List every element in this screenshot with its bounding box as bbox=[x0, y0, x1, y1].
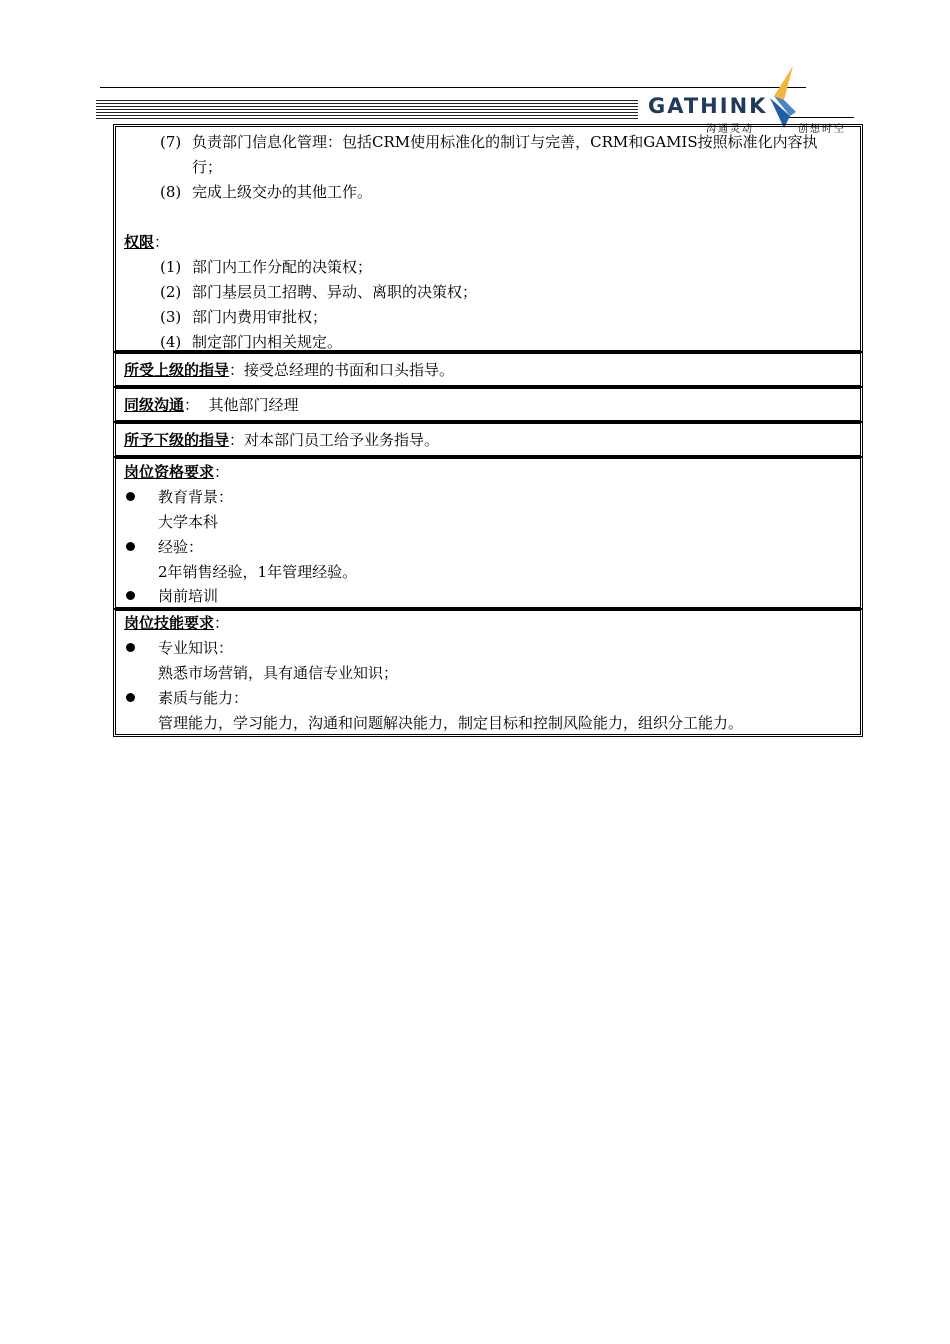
authority-heading-colon: ： bbox=[154, 233, 170, 251]
peer-communication bbox=[124, 395, 299, 415]
authority-item-1-text: 部门内工作分配的决策权； bbox=[192, 258, 373, 276]
knowledge-label: 专业知识： bbox=[158, 639, 234, 657]
authority-item-3-number: (3) bbox=[160, 308, 182, 326]
duty-item-7-text: 负责部门信息化管理：包括CRM使用标准化的制订与完善，CRM和GAMIS按照标准化内容执 bbox=[192, 133, 818, 151]
superior-guidance-text: ：接受总经理的书面和口头指导。 bbox=[229, 361, 455, 379]
duties-authority-section bbox=[113, 124, 863, 353]
subordinate-guidance-label: 所予下级的指导 bbox=[124, 431, 230, 449]
header-stripes bbox=[96, 100, 638, 120]
qualification-section bbox=[113, 456, 863, 610]
skills-section bbox=[113, 608, 863, 737]
skills-heading-label: 岗位技能要求 bbox=[124, 614, 215, 632]
authority-item-4-number: (4) bbox=[160, 333, 182, 351]
superior-guidance bbox=[124, 360, 454, 380]
training-label: 岗前培训 bbox=[158, 587, 219, 605]
duty-item-8-number: (8) bbox=[160, 183, 182, 201]
authority-item-2-text: 部门基层员工招聘、异动、离职的决策权； bbox=[192, 283, 478, 301]
subordinate-guidance bbox=[124, 430, 439, 450]
bullet-icon bbox=[126, 542, 135, 551]
authority-item-2-number: (2) bbox=[160, 283, 182, 301]
duty-item-7-number: (7) bbox=[160, 133, 182, 151]
peer-communication-row bbox=[113, 386, 863, 423]
ability-label: 素质与能力： bbox=[158, 689, 249, 707]
skills-heading bbox=[124, 613, 229, 633]
header-rule-top bbox=[100, 87, 806, 88]
logo-mark-icon bbox=[760, 66, 796, 128]
qualification-heading-colon: ： bbox=[214, 463, 230, 481]
subordinate-guidance-row bbox=[113, 421, 863, 458]
duty-item-7-text-wrap: 行； bbox=[192, 158, 223, 176]
subordinate-guidance-text: ：对本部门员工给予业务指导。 bbox=[229, 431, 440, 449]
slogan-right: 创想时空 bbox=[798, 124, 846, 135]
peer-communication-label: 同级沟通 bbox=[124, 396, 185, 414]
experience-label: 经验： bbox=[158, 538, 204, 556]
authority-item-3-text: 部门内费用审批权； bbox=[192, 308, 328, 326]
knowledge-value: 熟悉市场营销，具有通信专业知识； bbox=[158, 664, 399, 682]
bullet-icon bbox=[126, 693, 135, 702]
superior-guidance-label: 所受上级的指导 bbox=[124, 361, 230, 379]
superior-guidance-row bbox=[113, 351, 863, 388]
bullet-icon bbox=[126, 591, 135, 600]
ability-value: 管理能力，学习能力，沟通和问题解决能力，制定目标和控制风险能力，组织分工能力。 bbox=[158, 714, 744, 732]
skills-heading-colon: ： bbox=[214, 614, 230, 632]
authority-item-4-text: 制定部门内相关规定。 bbox=[192, 333, 343, 351]
bullet-icon bbox=[126, 643, 135, 652]
bullet-icon bbox=[126, 492, 135, 501]
qualification-heading bbox=[124, 462, 229, 482]
authority-heading-label: 权限 bbox=[124, 233, 155, 251]
authority-item-1-number: (1) bbox=[160, 258, 182, 276]
qualification-heading-label: 岗位资格要求 bbox=[124, 463, 215, 481]
peer-communication-text: ： 其他部门经理 bbox=[184, 396, 299, 414]
company-logo-text: GATHINK bbox=[648, 94, 768, 118]
slogan-left: 沟通灵动 bbox=[706, 124, 754, 135]
duty-item-8-text: 完成上级交办的其他工作。 bbox=[192, 183, 373, 201]
experience-value: 2年销售经验，1年管理经验。 bbox=[158, 563, 358, 581]
education-label: 教育背景： bbox=[158, 488, 234, 506]
education-value: 大学本科 bbox=[158, 513, 219, 531]
authority-heading bbox=[124, 232, 169, 252]
